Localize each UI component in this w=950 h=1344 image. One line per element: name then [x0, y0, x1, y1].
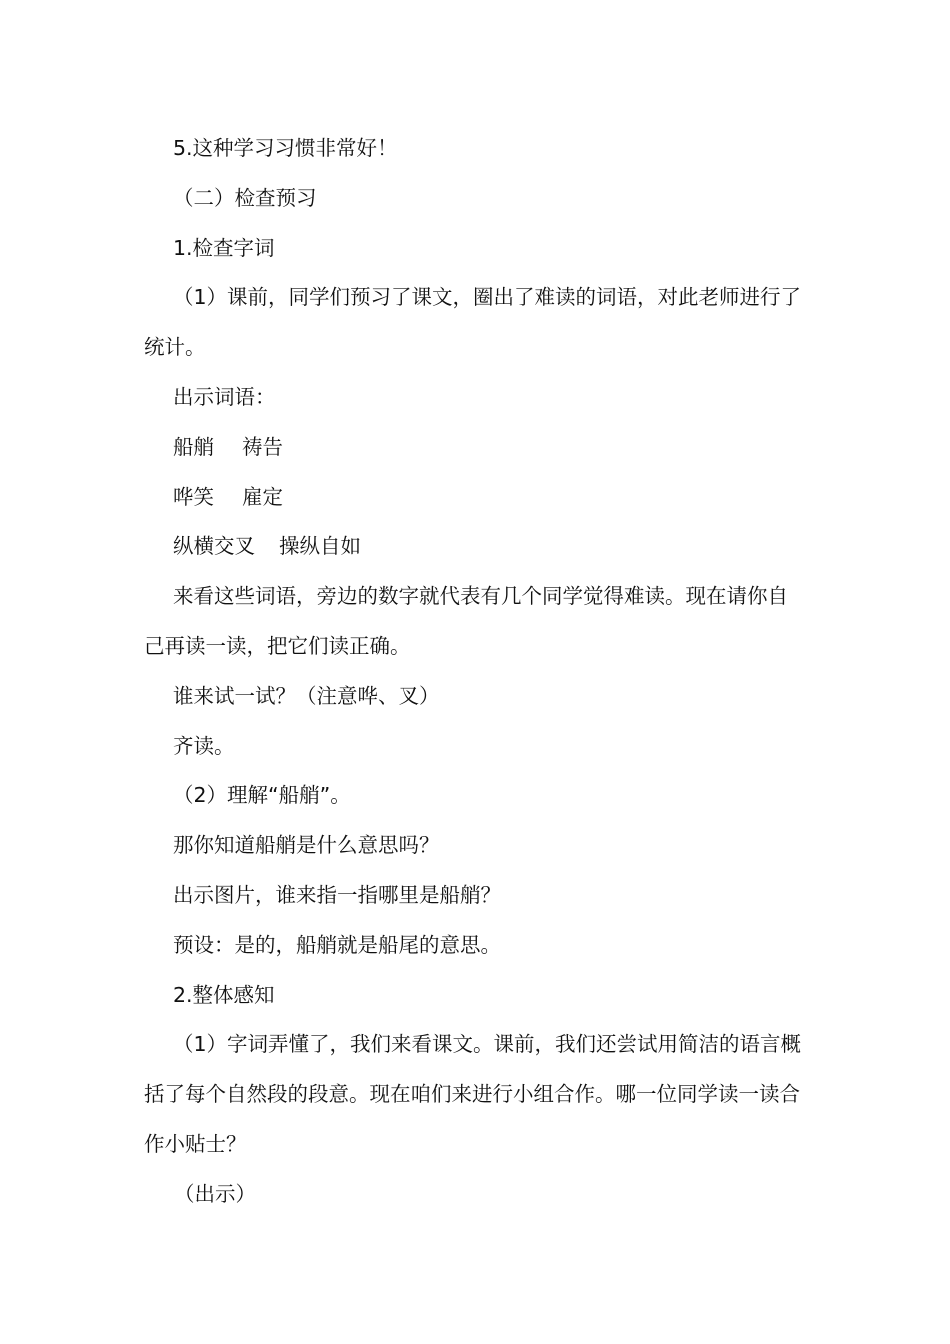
heading-check-preview: （二）检查预习 [173, 185, 317, 210]
heading-understand-chuanshao: （2）理解“船艄”。 [173, 783, 351, 808]
word-guding: 雇定 [242, 484, 283, 509]
paragraph-praise: 5.这种学习习惯非常好！ [173, 136, 398, 160]
word-pair-row-1 [144, 423, 808, 473]
paragraph-question-meaning: 那你知道船艄是什么意思吗？ [173, 833, 440, 858]
document-body [144, 124, 808, 1220]
paragraph-group-cooperation: （1）字词弄懂了，我们来看课文。课前，我们还尝试用简洁的语言概括了每个自然段的段意。现在咱们来进行小组合作。哪一位同学读一读合作小贴士？ [144, 1032, 802, 1156]
paragraph-word-statistics: （1）课前，同学们预习了课文，圈出了难读的词语，对此老师进行了统计。 [144, 285, 802, 360]
word-daogao: 祷告 [242, 434, 283, 459]
paragraph-read-again: 来看这些词语，旁边的数字就代表有几个同学觉得难读。现在请你自己再读一读，把它们读正确。 [144, 584, 788, 658]
paragraph-show-picture: 出示图片，谁来指一指哪里是船艄？ [173, 882, 501, 907]
paragraph-try: 谁来试一试？（注意哗、叉） [173, 683, 440, 708]
paragraph-show: （出示） [174, 1181, 256, 1206]
heading-overall-perception: 2.整体感知 [173, 982, 275, 1007]
paragraph-preset-answer: 预设：是的，船艄就是船尾的意思。 [173, 932, 501, 957]
word-huaxiao: 哗笑 [173, 484, 214, 509]
word-zonghengjiaocha: 纵横交叉 [173, 534, 255, 559]
word-pair-row-2 [144, 473, 808, 523]
paragraph-show-words: 出示词语： [173, 384, 276, 409]
paragraph-read-together: 齐读。 [173, 733, 235, 758]
heading-check-words: 1.检查字词 [173, 235, 275, 260]
word-chuanshao: 船艄 [173, 434, 214, 459]
word-caozongziru: 操纵自如 [279, 534, 361, 559]
word-pair-row-3 [144, 522, 808, 572]
